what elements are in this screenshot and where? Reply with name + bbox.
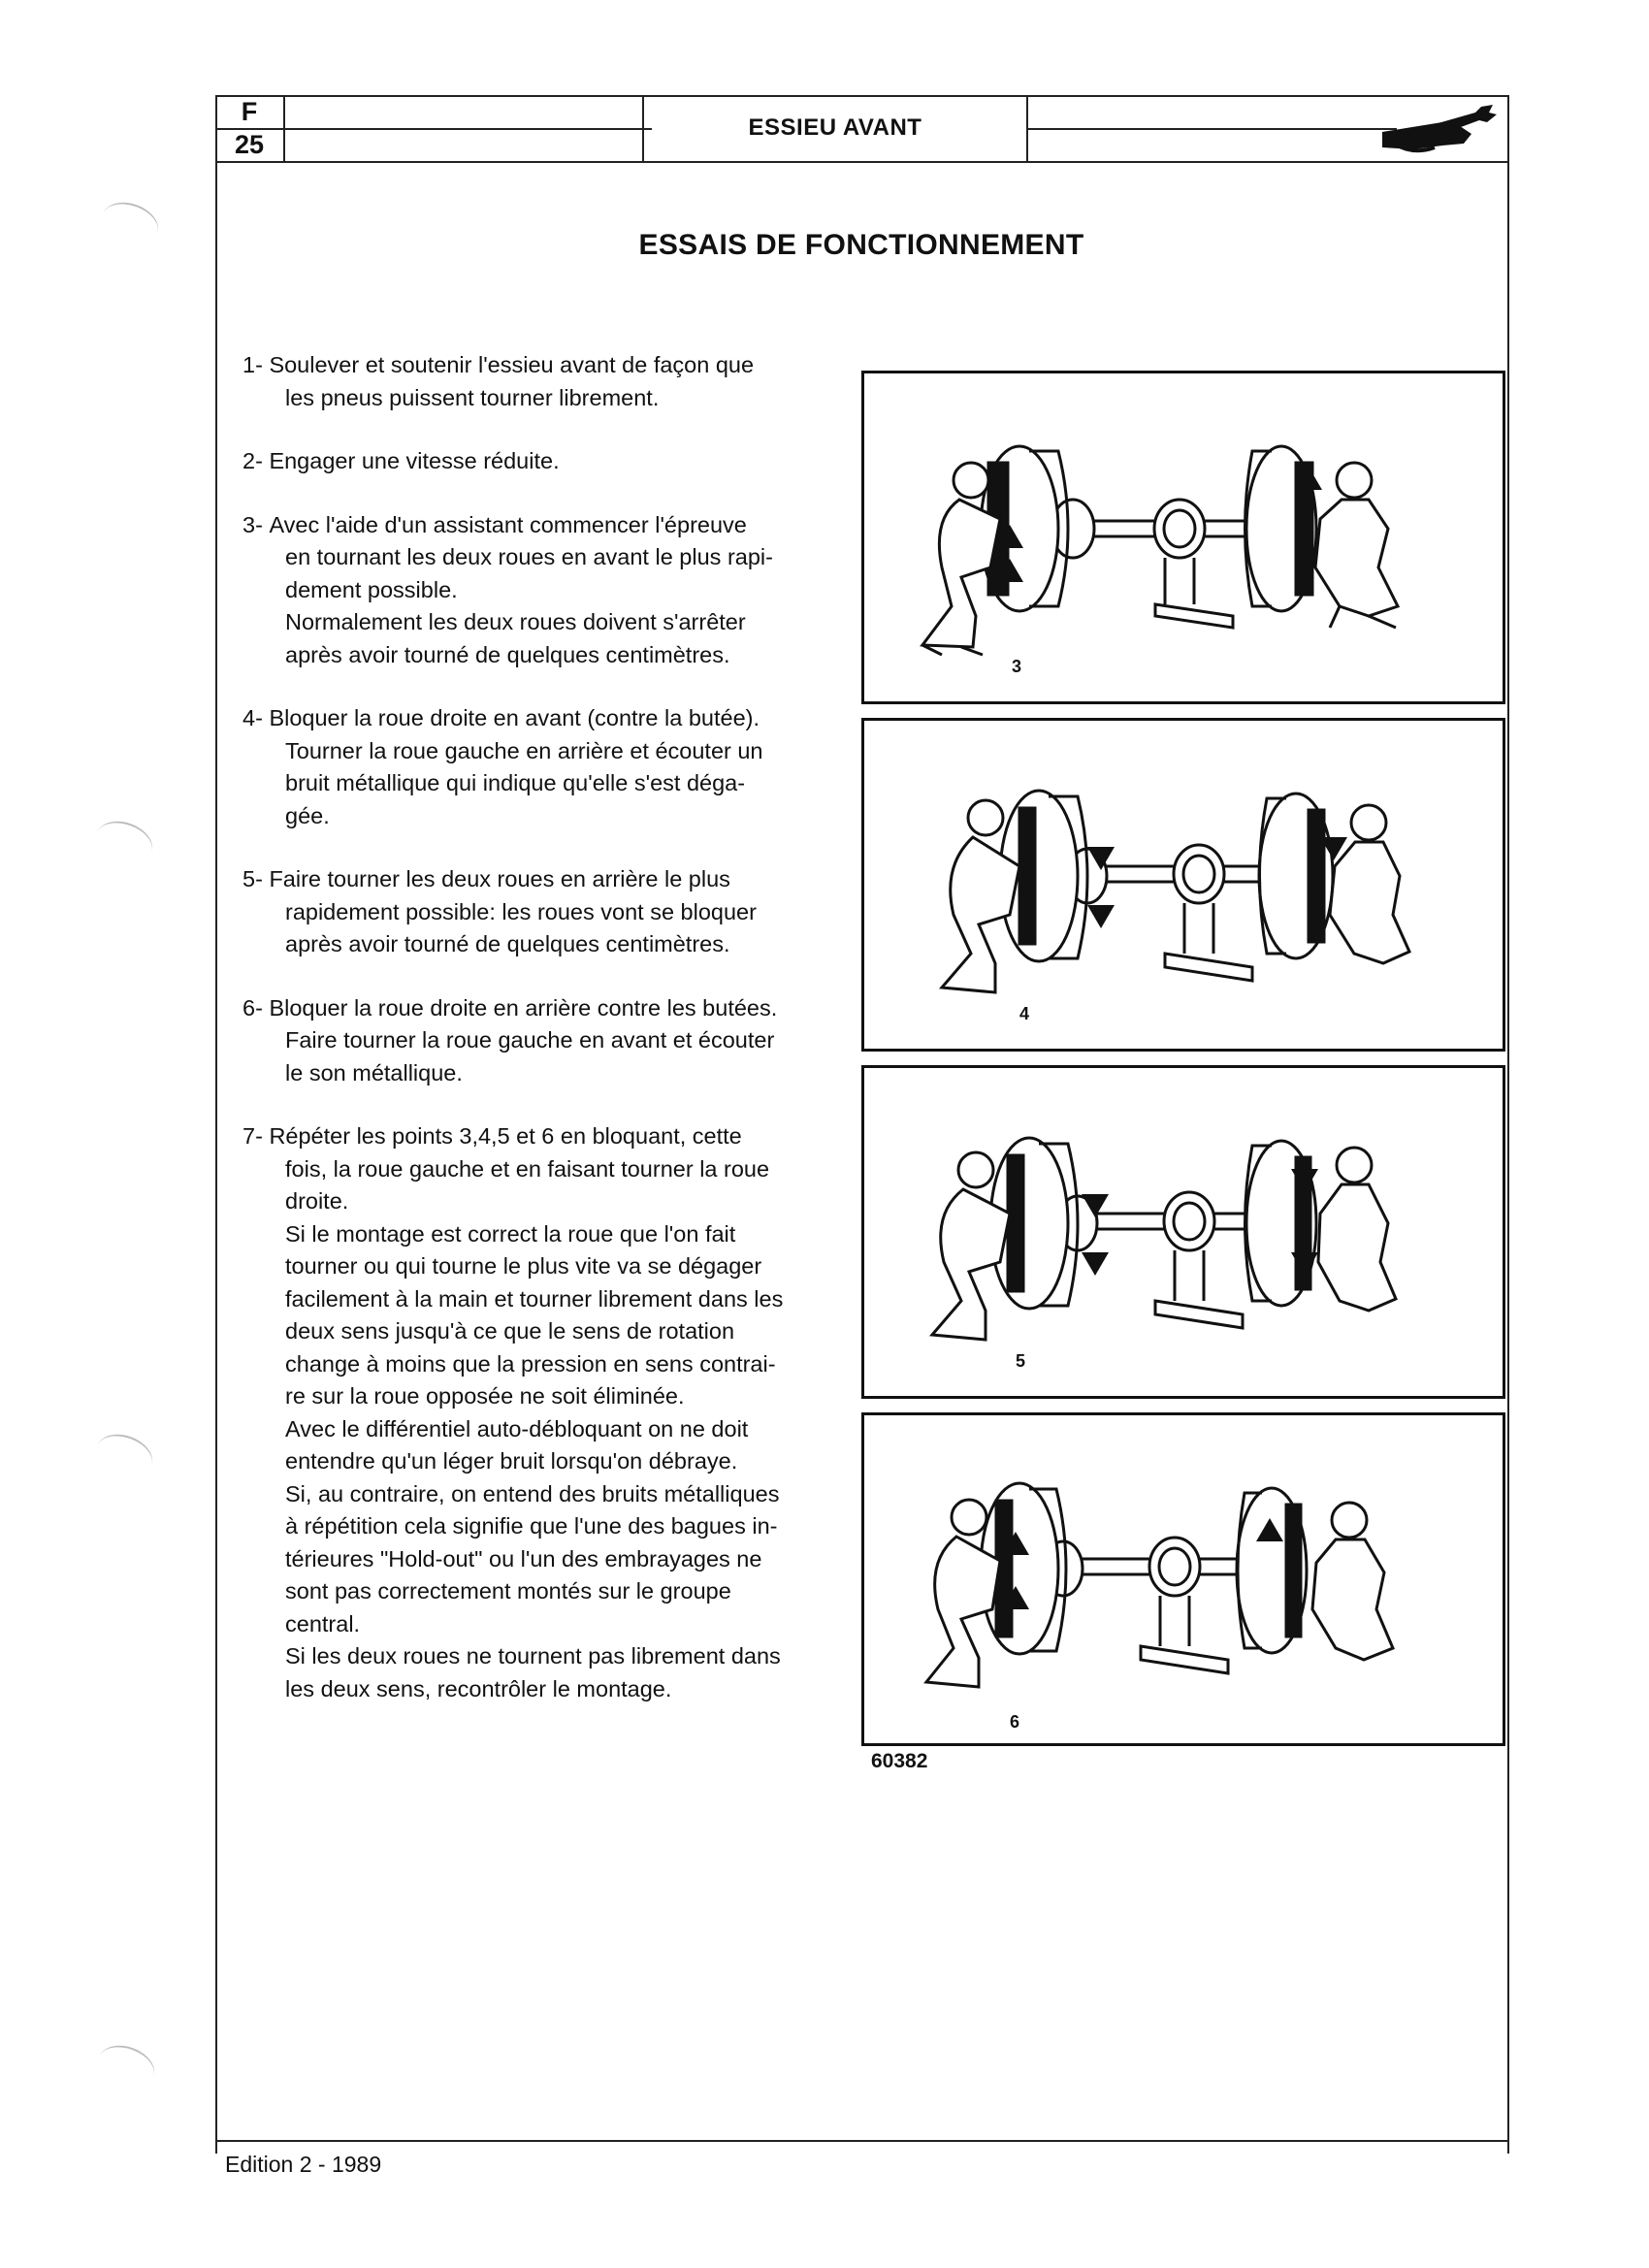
step-line: après avoir tourné de quelques centimètres. bbox=[285, 641, 730, 667]
step-2 bbox=[242, 445, 854, 478]
step-line: fois, la roue gauche et en faisant tourner la roue bbox=[285, 1155, 770, 1182]
figure-label: 4 bbox=[1019, 1004, 1030, 1023]
axle-test-illustration bbox=[864, 373, 1503, 701]
step-line: deux sens jusqu'à ce que le sens de rotation bbox=[285, 1318, 735, 1344]
page-header bbox=[215, 95, 1507, 163]
axle-test-illustration bbox=[864, 1415, 1503, 1743]
punch-hole bbox=[96, 195, 165, 253]
step-line: en tournant les deux roues en avant le plus rapi- bbox=[285, 544, 773, 569]
step-line: gée. bbox=[285, 802, 330, 828]
right-wheel bbox=[1259, 794, 1333, 958]
right-wheel bbox=[1245, 1141, 1317, 1306]
page-number: 25 bbox=[234, 130, 265, 159]
edition-footer: Edition 2 - 1989 bbox=[225, 2152, 382, 2177]
step-line: Si, au contraire, on entend des bruits métalliques bbox=[285, 1480, 780, 1507]
step-line: rapidement possible: les roues vont se bloquer bbox=[285, 898, 757, 924]
step-line: central. bbox=[285, 1610, 361, 1636]
header-divider bbox=[1028, 128, 1397, 130]
step-line: les deux sens, recontrôler le montage. bbox=[285, 1675, 672, 1701]
step-line: sont pas correctement montés sur le groupe bbox=[285, 1578, 731, 1604]
step-line: Si le montage est correct la roue que l'on fait bbox=[285, 1220, 736, 1247]
step-line: droite. bbox=[285, 1188, 349, 1214]
right-wheel bbox=[1245, 446, 1317, 611]
step-line: térieures "Hold-out" ou l'un des embrayages ne bbox=[285, 1545, 762, 1571]
step-line: Faire tourner la roue gauche en avant et écouter bbox=[285, 1027, 775, 1053]
header-divider bbox=[283, 128, 652, 130]
punch-hole bbox=[90, 814, 159, 872]
figure-3-box bbox=[861, 371, 1505, 704]
punch-hole bbox=[92, 2038, 161, 2096]
axle-test-illustration bbox=[864, 721, 1503, 1049]
step-line: re sur la roue opposée ne soit éliminée. bbox=[285, 1383, 685, 1409]
step-7 bbox=[242, 1120, 854, 1705]
step-5 bbox=[242, 863, 854, 961]
frame-bottom-rule bbox=[215, 2140, 1507, 2142]
section-code-box bbox=[215, 95, 285, 161]
step-number: 1- bbox=[242, 352, 270, 377]
figure-4-box bbox=[861, 718, 1505, 1052]
axle-test-illustration bbox=[864, 1068, 1503, 1396]
step-4 bbox=[242, 702, 854, 832]
step-line: Faire tourner les deux roues en arrière le plus bbox=[269, 866, 730, 891]
step-line: Répéter les points 3,4,5 et 6 en bloquant, cette bbox=[269, 1123, 742, 1149]
step-line: Bloquer la roue droite en avant (contre la butée). bbox=[269, 705, 760, 730]
step-number: 5- bbox=[242, 866, 270, 891]
step-line: après avoir tourné de quelques centimètres. bbox=[285, 931, 730, 956]
mechanic-right bbox=[1330, 805, 1409, 963]
page-title: ESSAIS DE FONCTIONNEMENT bbox=[638, 229, 1084, 261]
step-line: change à moins que la pression en sens contrai- bbox=[285, 1350, 776, 1377]
step-line: Normalement les deux roues doivent s'arrêter bbox=[285, 609, 746, 634]
figure-6-box bbox=[861, 1412, 1505, 1746]
step-line: tourner ou qui tourne le plus vite va se dégager bbox=[285, 1253, 762, 1279]
section-letter: F bbox=[215, 95, 283, 130]
axle-assembly bbox=[1051, 500, 1252, 628]
step-line: Tourner la roue gauche en arrière et écouter un bbox=[285, 737, 763, 763]
step-3 bbox=[242, 509, 854, 672]
figure-reference-number: 60382 bbox=[871, 1750, 928, 1772]
step-line: bruit métallique qui indique qu'elle s'est déga- bbox=[285, 770, 746, 795]
step-number: 7- bbox=[242, 1123, 270, 1149]
step-line: Si les deux roues ne tournent pas librement dans bbox=[285, 1643, 781, 1669]
step-line: Soulever et soutenir l'essieu avant de façon que bbox=[269, 352, 755, 377]
step-1 bbox=[242, 349, 854, 414]
step-line: le son métallique. bbox=[285, 1059, 463, 1085]
header-title: ESSIEU AVANT bbox=[748, 114, 922, 141]
step-number: 6- bbox=[242, 994, 270, 1021]
mechanic-right bbox=[1312, 1503, 1393, 1660]
wrench-hand-icon bbox=[1374, 101, 1501, 157]
step-line: Avec le différentiel auto-débloquant on ne doit bbox=[285, 1415, 749, 1442]
instruction-list bbox=[242, 349, 854, 1736]
step-line: Engager une vitesse réduite. bbox=[269, 448, 560, 473]
mechanic-right bbox=[1315, 463, 1398, 628]
step-line: entendre qu'un léger bruit lorsqu'on débraye. bbox=[285, 1448, 738, 1474]
step-line: les pneus puissent tourner librement. bbox=[285, 384, 660, 410]
mechanic-right bbox=[1318, 1148, 1396, 1311]
step-number: 2- bbox=[242, 448, 270, 473]
figure-label: 3 bbox=[1012, 657, 1022, 676]
step-number: 3- bbox=[242, 511, 270, 537]
right-wheel bbox=[1237, 1488, 1307, 1653]
figure-5-box bbox=[861, 1065, 1505, 1399]
step-number: 4- bbox=[242, 705, 270, 730]
step-line: facilement à la main et tourner librement dans les bbox=[285, 1285, 784, 1312]
step-line: dement possible. bbox=[285, 576, 458, 602]
step-6 bbox=[242, 992, 854, 1090]
axle-assembly bbox=[1044, 1538, 1247, 1673]
step-line: Bloquer la roue droite en arrière contre les butées. bbox=[269, 994, 778, 1021]
figure-label: 5 bbox=[1016, 1351, 1026, 1371]
step-line: Avec l'aide d'un assistant commencer l'épreuve bbox=[269, 511, 747, 537]
step-line: à répétition cela signifie que l'une des bagues in- bbox=[285, 1513, 778, 1539]
figure-label: 6 bbox=[1010, 1712, 1020, 1732]
punch-hole bbox=[90, 1427, 159, 1485]
